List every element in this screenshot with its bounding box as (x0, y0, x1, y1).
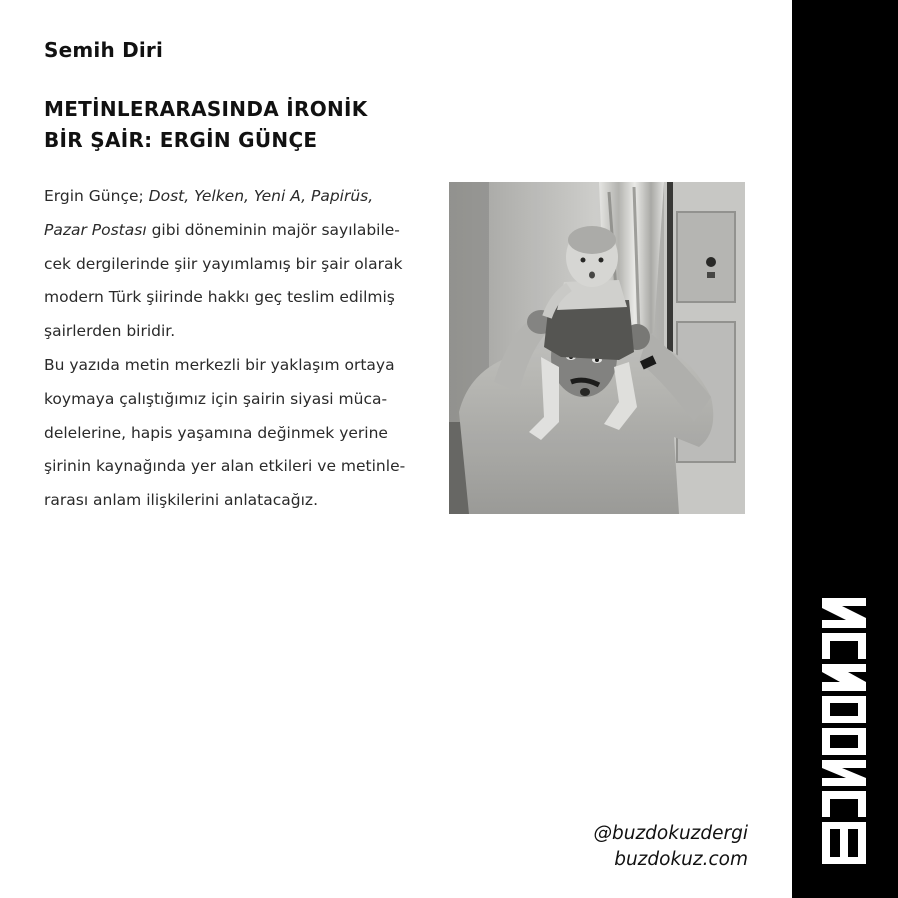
body-line: şirinin kaynağında yer alan etkileri ve metinle- (44, 457, 406, 476)
body-text-plain: gibi döneminin majör sayılabile- (146, 220, 400, 239)
buzdokuz-logo (822, 598, 866, 864)
body-line: şairlerden biridir. (44, 322, 176, 341)
body-line: modern Türk şiirinde hakkı geç teslim edilmiş (44, 288, 395, 307)
article-photo (449, 182, 745, 514)
body-line: Bu yazıda metin merkezli bir yaklaşım ortaya (44, 355, 395, 374)
body-text-italic: Dost, Yelken, Yeni A, Papirüs, (148, 187, 374, 205)
body-line: delelerine, hapis yaşamına değinmek yerine (44, 423, 388, 442)
website-link[interactable]: buzdokuz.com (614, 849, 748, 870)
article-title (44, 94, 368, 156)
photo-illustration (449, 182, 745, 514)
social-links (593, 821, 748, 873)
body-line (44, 214, 444, 248)
body-line (44, 180, 444, 214)
title-line-1: METİNLERARASINDA İRONİK (44, 97, 368, 121)
body-line: cek dergilerinde şiir yayımlamış bir şair olarak (44, 254, 403, 273)
body-line: koymaya çalıştığımız için şairin siyasi müca- (44, 389, 388, 408)
author-name: Semih Diri (44, 38, 164, 62)
body-text-italic: Pazar Postası (44, 220, 147, 239)
social-handle[interactable]: @buzdokuzdergi (593, 823, 748, 844)
title-line-2: BİR ŞAİR: ERGİN GÜNÇE (44, 128, 318, 152)
body-line: rarası anlam ilişkilerini anlatacağız. (44, 491, 318, 510)
body-text-plain: Ergin Günçe; (44, 187, 149, 205)
article-body (44, 180, 444, 518)
